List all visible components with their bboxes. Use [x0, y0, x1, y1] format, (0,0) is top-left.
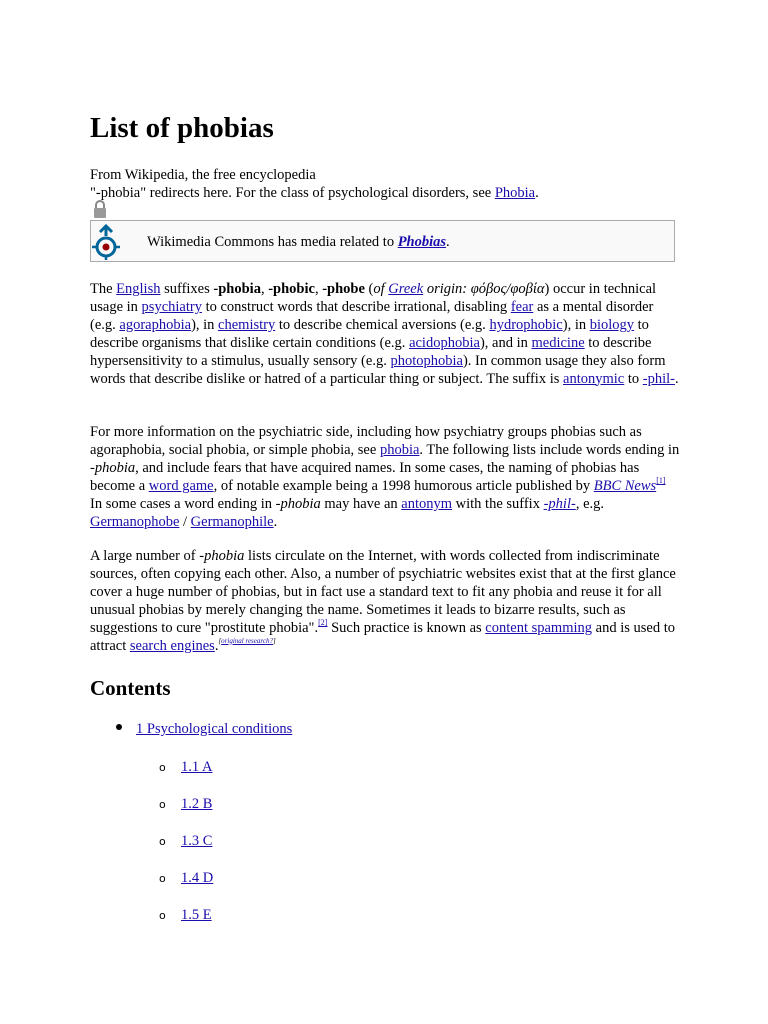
link-agoraphobia[interactable]: agoraphobia: [119, 316, 192, 333]
page-title: List of phobias: [90, 112, 274, 144]
text: (: [364, 281, 374, 297]
circle-bullet-icon: o: [159, 798, 166, 811]
toc-link[interactable]: 1.3 C: [181, 833, 213, 849]
intro-paragraph-1: [90, 281, 680, 388]
toc-subitem: [159, 869, 213, 888]
suffix-term: -phobia: [213, 281, 261, 297]
link-word-game[interactable]: word game: [148, 477, 214, 494]
text: .: [214, 637, 219, 654]
link-original-research[interactable]: original research?: [221, 636, 273, 645]
link-greek[interactable]: Greek: [388, 281, 424, 297]
text: In some cases a word ending in: [90, 495, 276, 512]
link-photophobia[interactable]: photophobia: [390, 352, 463, 369]
commons-prefix: Wikimedia Commons has media related to: [147, 234, 398, 250]
text: [: [218, 636, 222, 645]
intro-paragraph-3: [90, 548, 680, 655]
text: ), in: [191, 316, 219, 333]
text: , and include fears that have acquired names. In some cases, the naming of phobias has become a: [90, 459, 640, 494]
italic-term: -phobia: [90, 459, 136, 476]
commons-end: .: [446, 234, 450, 250]
text: ), and in: [479, 334, 532, 351]
text: ,: [314, 281, 323, 297]
text: ). In common usage they also form words that describe dislike or hatred of a particular thing or subject. The suffix is: [90, 352, 666, 387]
text: , of notable example being a 1998 humorous article published by: [213, 477, 594, 494]
link-acidophobia[interactable]: acidophobia: [409, 334, 480, 351]
circle-bullet-icon: o: [159, 872, 166, 885]
bullet-icon: [116, 724, 122, 730]
text: , e.g.: [575, 495, 604, 512]
citation-2[interactable]: [2]: [318, 617, 328, 627]
site-subtitle: From Wikipedia, the free encyclopedia: [90, 167, 316, 183]
text: For more information on the psychiatric side, including how psychiatry groups phobias such as agoraphobia, social phobia, or simple phobia, see: [90, 424, 642, 458]
toc-subitem: [159, 906, 212, 925]
toc-title: Contents: [90, 676, 171, 700]
text: ) occur in technical usage in: [90, 281, 657, 315]
link-psychiatry[interactable]: psychiatry: [141, 298, 202, 315]
text: .: [273, 513, 278, 530]
italic-term: -phobia: [275, 495, 321, 512]
toc-link[interactable]: 1.1 A: [181, 759, 213, 775]
text: ,: [260, 281, 269, 297]
link-germanophobe[interactable]: Germanophobe: [90, 513, 180, 530]
hatnote-text: "-phobia" redirects here. For the class of psychological disorders, see: [90, 185, 495, 201]
commons-text: [147, 233, 450, 251]
text: of: [373, 281, 389, 297]
link-chemistry[interactable]: chemistry: [218, 316, 276, 333]
toc-link[interactable]: 1.5 E: [181, 907, 212, 923]
link-biology[interactable]: biology: [589, 316, 635, 333]
toc-subitem: [159, 758, 212, 777]
toc-link[interactable]: 1.2 B: [181, 796, 213, 812]
link-antonymic[interactable]: antonymic: [563, 370, 625, 387]
link-english[interactable]: English: [116, 281, 161, 297]
link-phil[interactable]: -phil-: [642, 370, 675, 387]
text: to construct words that describe irrational, disabling: [201, 298, 511, 315]
link-bbc-news[interactable]: BBC News: [593, 477, 657, 494]
greek-origin: origin: φόβος/φοβία: [423, 281, 545, 297]
circle-bullet-icon: o: [159, 835, 166, 848]
link-commons-phobias[interactable]: Phobias: [397, 234, 447, 250]
link-phobia[interactable]: Phobia: [494, 185, 536, 201]
link-germanophile[interactable]: Germanophile: [190, 513, 274, 530]
text: Such practice is known as: [327, 619, 486, 636]
link-search-engines[interactable]: search engines: [129, 637, 215, 654]
text: ), in: [562, 316, 590, 333]
citation-1[interactable]: [1]: [656, 475, 666, 485]
link-medicine[interactable]: medicine: [531, 334, 585, 351]
hatnote: [90, 184, 539, 202]
toc-link[interactable]: 1 Psychological conditions: [136, 721, 293, 737]
text: to describe chemical aversions (e.g.: [275, 316, 490, 333]
link-fear[interactable]: fear: [510, 298, 534, 315]
text: to describe hypersensitivity to a stimulus, usually sensory (e.g.: [90, 334, 652, 369]
toc-link[interactable]: 1.4 D: [181, 870, 214, 886]
text: as a mental disorder (e.g.: [90, 298, 654, 333]
toc-item-psychological-conditions: [116, 720, 292, 738]
link-phobia[interactable]: phobia: [379, 441, 420, 458]
link-content-spamming[interactable]: content spamming: [485, 619, 593, 636]
toc-subitem: [159, 795, 212, 814]
link-phil[interactable]: -phil-: [543, 495, 576, 512]
text: /: [179, 513, 191, 530]
text: and is used to attract: [90, 619, 675, 654]
text: .: [674, 370, 679, 387]
link-hydrophobic[interactable]: hydrophobic: [489, 316, 563, 333]
text: A large number of: [90, 548, 200, 564]
text: may have an: [320, 495, 402, 512]
hatnote-end: .: [535, 185, 539, 201]
circle-bullet-icon: o: [159, 761, 166, 774]
commons-box: [90, 220, 675, 262]
text: to: [624, 370, 643, 387]
text: ]: [272, 636, 276, 645]
circle-bullet-icon: o: [159, 909, 166, 922]
italic-term: -phobia: [199, 548, 245, 564]
text: lists circulate on the Internet, with words collected from indiscriminate sources, often copying each other. Also, a number of psychiatric websites exist that at the first glance cover a huge number of phobias, but in fact use a standard text to fit any phobia and reuse it for all unusual phobias by merely changing the name. Sometimes it leads to bizarre results, such as suggestions to cure "prostitute phobia".: [90, 548, 676, 636]
wikimedia-commons-icon: [91, 223, 123, 261]
suffix-term: -phobic: [268, 281, 315, 297]
intro-paragraph-2: [90, 424, 680, 531]
text: The: [90, 281, 117, 297]
text: with the suffix: [452, 495, 544, 512]
link-antonym[interactable]: antonym: [401, 495, 453, 512]
text: to describe organisms that dislike certain conditions (e.g.: [90, 316, 649, 351]
suffix-term: -phobe: [322, 281, 365, 297]
text: suffixes: [160, 281, 214, 297]
text: . The following lists include words ending in: [419, 441, 680, 458]
lock-icon: [92, 199, 108, 219]
toc-subitem: [159, 832, 212, 851]
